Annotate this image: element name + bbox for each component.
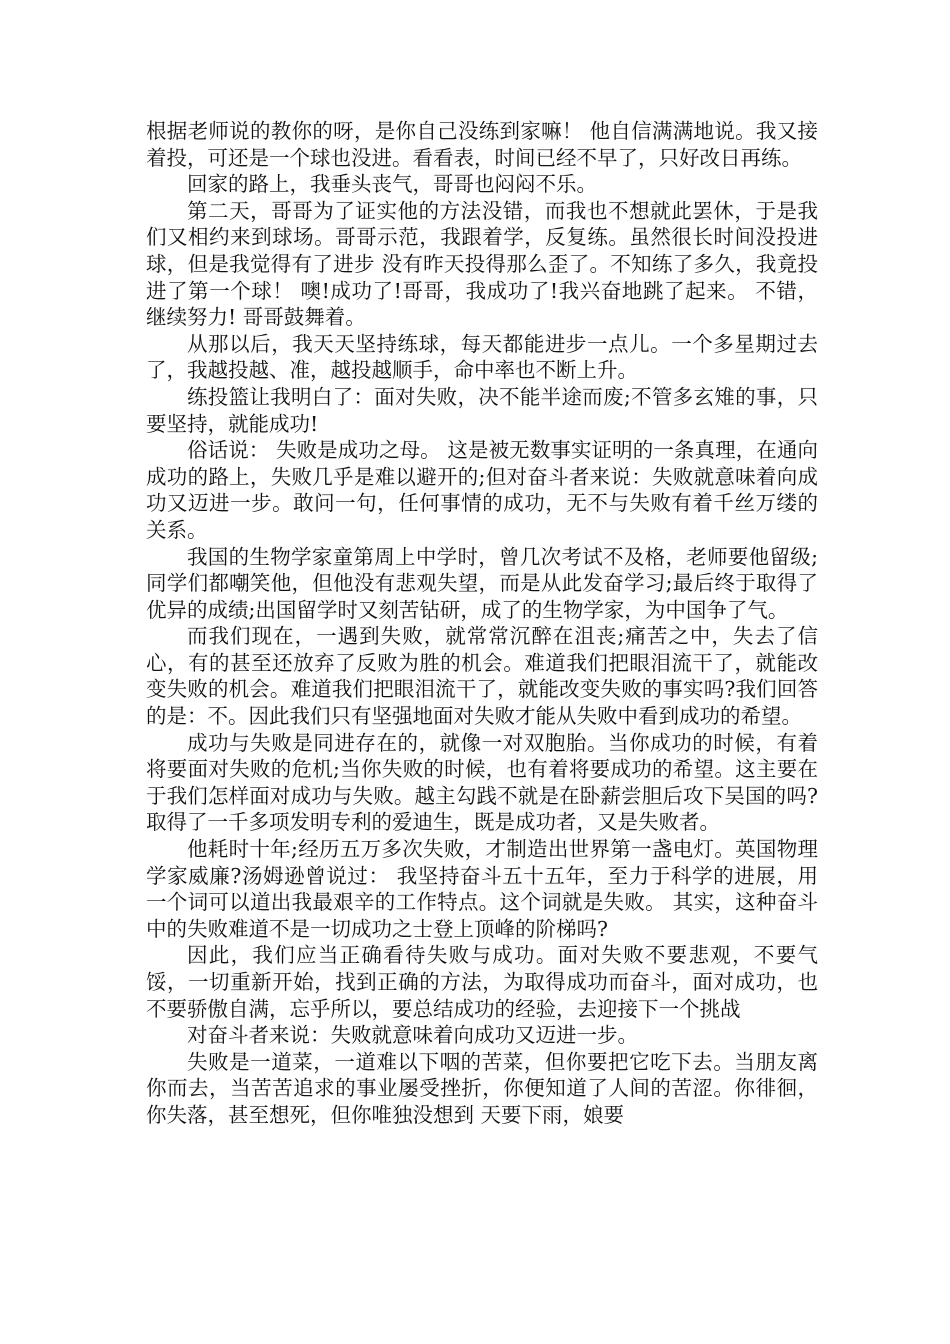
paragraph-11: 因此，我们应当正确看待失败与成功。面对失败不要悲观，不要气馁，一切重新开始，找到正确的方法，为取得成功而奋斗，面对成功，也不要骄傲自满，忘乎所以，要总结成功的经验，去迎接下一个挑战	[146, 943, 818, 1021]
paragraph-6: 俗话说： 失败是成功之母。 这是被无数事实证明的一条真理，在通向成功的路上，失败几乎是难以避开的;但对奋斗者来说：失败就意味着向成功又迈进一步。敢问一句，任何事情的成功，无不与失败有着千丝万缕的关系。	[146, 438, 818, 542]
paragraph-12: 对奋斗者来说：失败就意味着向成功又迈进一步。	[187, 1023, 638, 1048]
paragraph-2: 回家的路上，我垂头丧气，哥哥也闷闷不乐。	[187, 172, 597, 197]
paragraph-5: 练投篮让我明白了：面对失败，决不能半途而废;不管多玄雉的事，只要坚持，就能成功!	[146, 384, 818, 436]
document-page	[146, 118, 818, 1129]
paragraph-8: 而我们现在，一遇到失败，就常常沉醉在沮丧;痛苦之中，失去了信心，有的甚至还放弃了反败为胜的机会。难道我们把眼泪流干了，就能改变失败的机会。难道我们把眼泪流干了，就能改变失败的事实吗?我们回答的是：不。因此我们只有坚强地面对失败才能从失败中看到成功的希望。	[146, 624, 818, 729]
paragraph-9: 成功与失败是同进存在的，就像一对双胞胎。当你成功的时候，有着将要面对失败的危机;当你失败的时候，也有着将要成功的希望。这主要在于我们怎样面对成功与失败。越主勾践不就是在卧薪尝胆后攻下吴国的吗?取得了一千多项发明专利的爱迪生，既是成功者，又是失败者。	[146, 730, 818, 835]
paragraph-7: 我国的生物学家童第周上中学时，曾几次考试不及格，老师要他留级;同学们都嘲笑他，但他没有悲观失望，而是从此发奋学习;最后终于取得了优异的成绩;出国留学时又刻苦钻研，成了的生物学家，为中国争了气。	[146, 544, 818, 622]
paragraph-3: 第二天，哥哥为了证实他的方法没错，而我也不想就此罢休，于是我们又相约来到球场。哥哥示范，我跟着学，反复练。虽然很长时间没投进球，但是我觉得有了进步 没有昨天投得那么歪了。不知练了多久，我竟投进了第一个球！ 噢!成功了!哥哥，我成功了!我兴奋地跳了起来。 不错，继续努力! 哥哥鼓舞着。	[146, 198, 818, 330]
paragraph-4: 从那以后，我天天坚持练球，每天都能进步一点儿。一个多星期过去了，我越投越、准，越投越顺手，命中率也不断上升。	[146, 331, 818, 383]
paragraph-10: 他耗时十年;经历五万多次失败，才制造出世界第一盏电灯。英国物理学家威廉?汤姆逊曾说过： 我坚持奋斗五十五年，至力于科学的进展，用一个词可以道出我最艰辛的工作特点。这个词就是失败。 其实，这种奋斗中的失败难道不是一切成功之士登上顶峰的阶梯吗?	[146, 837, 818, 941]
paragraph-1: 根据老师说的教你的呀，是你自己没练到家嘛！ 他自信满满地说。我又接着投，可还是一个球也没进。看看表，时间已经不早了，只好改日再练。	[146, 119, 818, 170]
paragraph-13: 失败是一道菜，一道难以下咽的苦菜，但你要把它吃下去。当朋友离你而去，当苦苦追求的事业屡受挫折，你便知道了人间的苦涩。你徘徊，你失落，甚至想死，但你唯独没想到 天要下雨，娘要	[146, 1049, 818, 1127]
